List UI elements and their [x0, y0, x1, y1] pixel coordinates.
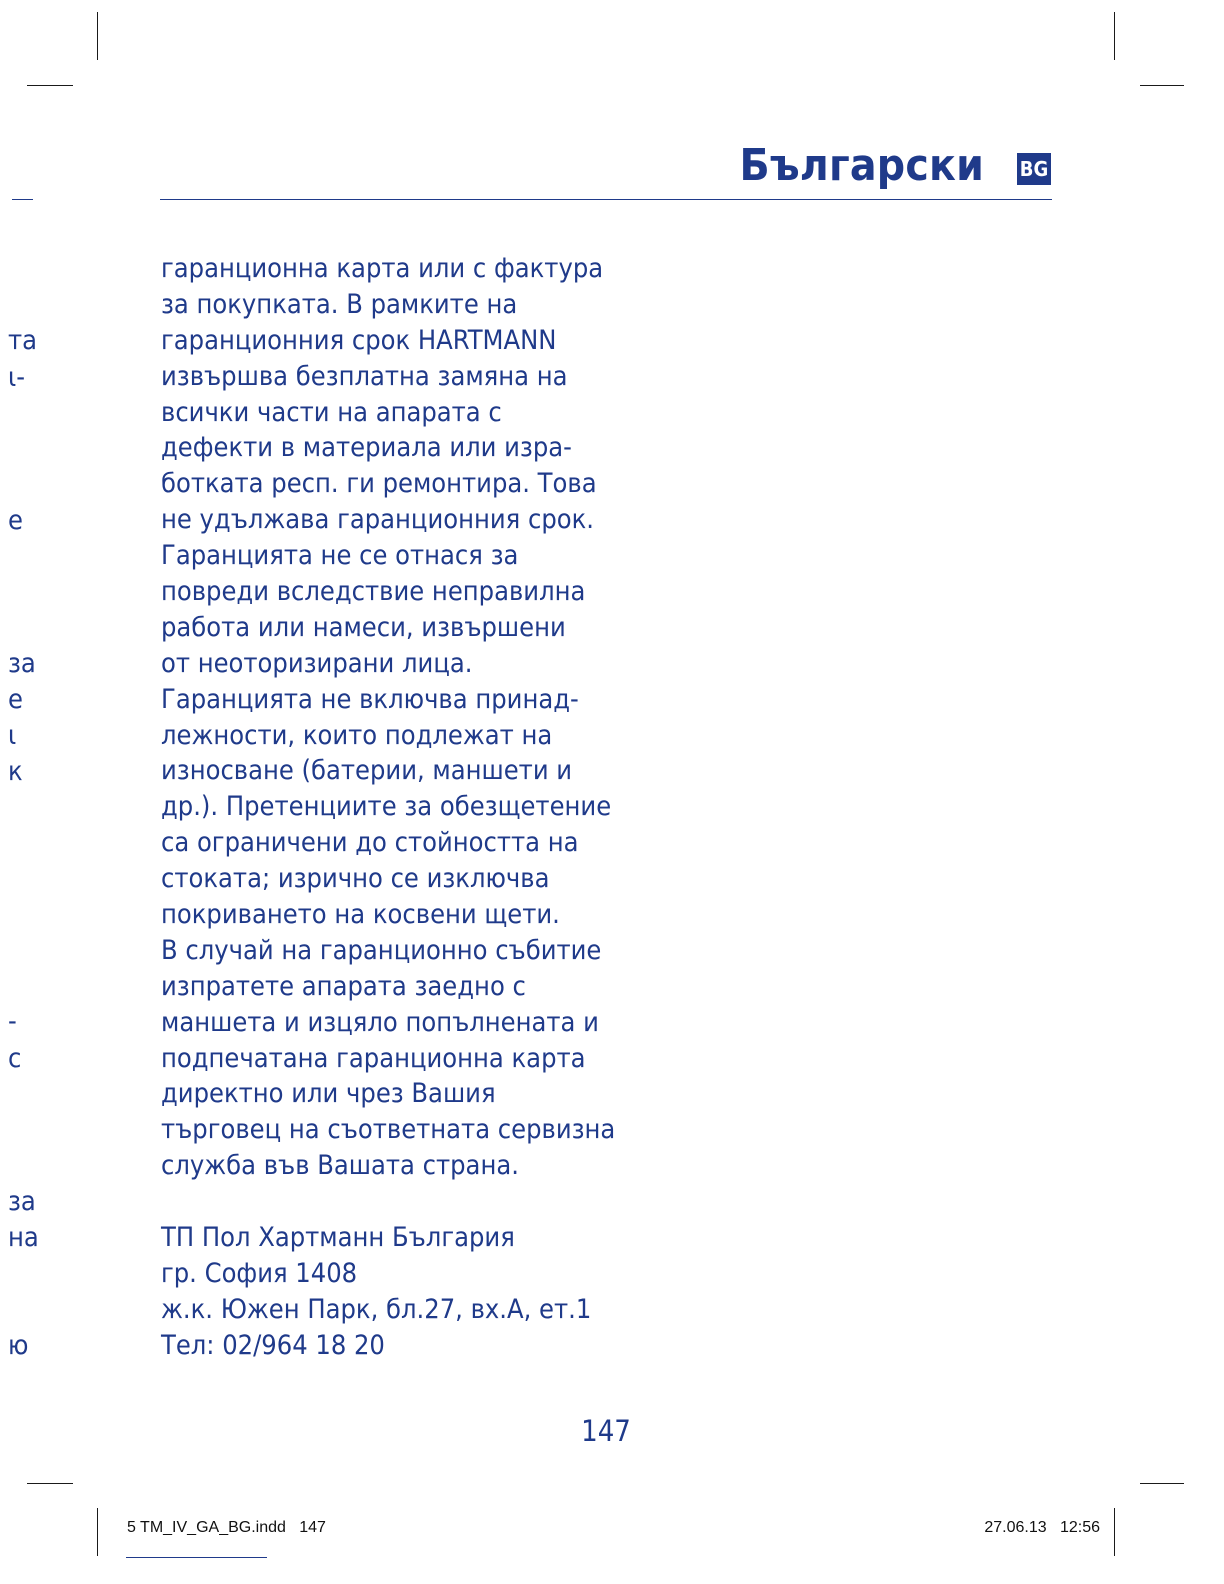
- left-page-fragment: на: [8, 1222, 39, 1253]
- crop-mark-top-right-vertical: [1114, 12, 1115, 60]
- print-slug-filename: 5 TM_IV_GA_BG.indd 147: [127, 1519, 326, 1536]
- section-title: Български: [739, 140, 984, 191]
- left-page-fragment: ю: [8, 1330, 29, 1361]
- left-page-fragment: с: [8, 1043, 22, 1074]
- crop-mark-top-right-horizontal: [1140, 85, 1184, 86]
- crop-mark-top-left-vertical: [97, 12, 98, 60]
- text-line: ботката респ. ги ремонтира. Това: [161, 468, 597, 500]
- left-page-fragment: ι: [8, 720, 17, 751]
- slug-underline: [126, 1557, 267, 1558]
- left-page-fragment: ι-: [8, 362, 25, 393]
- left-page-divider-fragment: [12, 199, 33, 200]
- text-line: извършва безплатна замяна на: [161, 360, 568, 392]
- left-page-fragment: за: [8, 1186, 36, 1217]
- text-line: са ограничени до стойността на: [161, 827, 579, 859]
- crop-mark-bottom-left-vertical: [97, 1508, 98, 1556]
- left-page-fragment: e: [8, 684, 23, 715]
- text-line: Гаранцията не включва принад-: [161, 683, 579, 715]
- text-line: износване (батерии, маншети и: [161, 755, 573, 787]
- text-line: директно или чрез Вашия: [161, 1078, 496, 1110]
- text-line: за покупката. В рамките на: [161, 288, 518, 320]
- text-line: дефекти в материала или изра-: [161, 432, 572, 464]
- text-line: търговец на съответната сервизна: [161, 1114, 616, 1146]
- text-line: изпратете апарата заедно с: [161, 970, 526, 1002]
- address-line: ж.к. Южен Парк, бл.27, вх.А, ет.1: [161, 1293, 592, 1325]
- left-page-fragment: к: [8, 756, 23, 787]
- service-address: [161, 1220, 611, 1364]
- text-line: др.). Претенциите за обезщетение: [161, 791, 612, 823]
- crop-mark-bottom-left-horizontal: [27, 1483, 73, 1484]
- text-line: гаранционна карта или с фактура: [161, 253, 604, 284]
- crop-mark-top-left-horizontal: [27, 85, 73, 86]
- left-page-fragment: e: [8, 505, 23, 536]
- text-line: от неоторизирани лица.: [161, 647, 473, 679]
- text-line: всички части на апарата с: [161, 396, 502, 428]
- text-line: покриването на косвени щети.: [161, 899, 560, 931]
- warranty-text: [161, 251, 616, 1184]
- text-line: Гаранцията не се отнася за: [161, 540, 519, 572]
- text-line: не удължава гаранционния срок.: [161, 504, 595, 536]
- text-line: повреди вследствие неправилна: [161, 576, 586, 608]
- address-line: ТП Пол Хартманн България: [161, 1222, 515, 1253]
- text-line: работа или намеси, извършени: [161, 611, 566, 643]
- language-badge: BG: [1017, 153, 1051, 185]
- crop-mark-bottom-right-horizontal: [1140, 1483, 1184, 1484]
- address-line: гр. София 1408: [161, 1257, 358, 1289]
- print-slug-datetime: 27.06.13 12:56: [984, 1519, 1100, 1536]
- phone-line: Тел: 02/964 18 20: [161, 1329, 385, 1361]
- crop-mark-bottom-right-vertical: [1114, 1508, 1115, 1556]
- left-page-fragment: та: [8, 325, 38, 356]
- text-line: маншета и изцяло попълнената и: [161, 1006, 599, 1038]
- text-line: подпечатана гаранционна карта: [161, 1042, 586, 1074]
- page-number: 147: [581, 1414, 631, 1448]
- text-line: гаранционния срок HARTMANN: [161, 324, 557, 356]
- text-line: служба във Вашата страна.: [161, 1150, 519, 1182]
- text-line: В случай на гаранционно събитие: [161, 934, 602, 966]
- left-page-fragment: за: [8, 648, 36, 679]
- text-line: стоката; изрично се изключва: [161, 863, 550, 895]
- left-page-fragment: -: [8, 1006, 17, 1037]
- text-line: лежности, които подлежат на: [161, 719, 553, 751]
- header-divider: [160, 199, 1052, 200]
